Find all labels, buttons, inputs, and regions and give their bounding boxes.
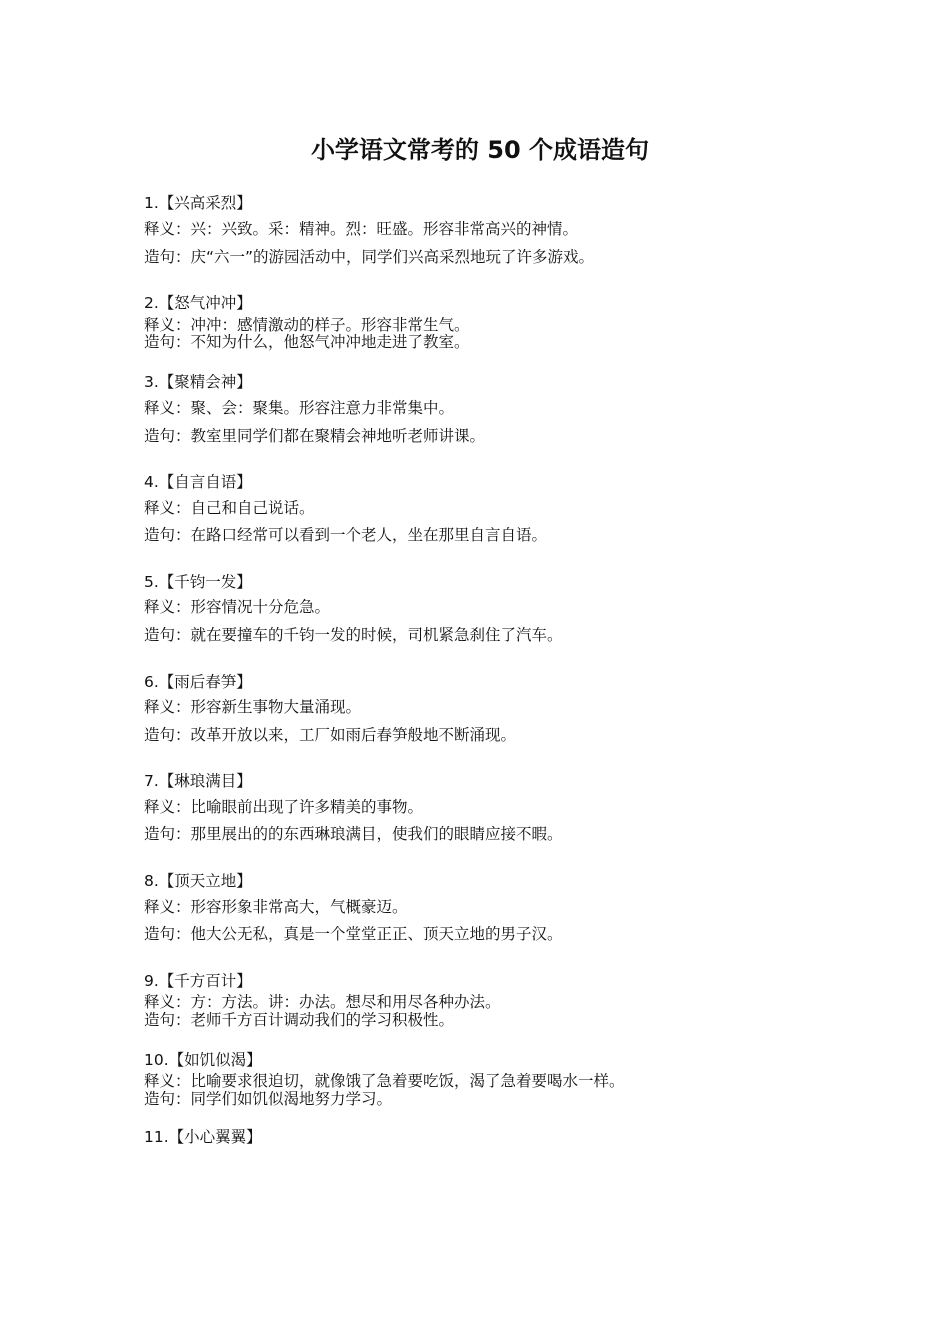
idiom-example: 造句：在路口经常可以看到一个老人，坐在那里自言自语。 — [144, 526, 548, 544]
idiom-example: 造句：改革开放以来，工厂如雨后春笋般地不断涌现。 — [144, 726, 517, 744]
idiom-heading: 2.【怒气冲冲】 — [144, 294, 252, 312]
idiom-meaning: 释义：比喻眼前出现了许多精美的事物。 — [144, 798, 424, 816]
page-title: 小学语文常考的 50 个成语造句 — [310, 136, 650, 164]
idiom-example: 造句：那里展出的的东西琳琅满目，使我们的眼睛应接不暇。 — [144, 825, 563, 843]
idiom-heading: 8.【顶天立地】 — [144, 872, 252, 890]
idiom-heading: 9.【千方百计】 — [144, 972, 252, 990]
idiom-heading: 3.【聚精会神】 — [144, 373, 252, 391]
idiom-example: 造句：同学们如饥似渴地努力学习。 — [144, 1090, 393, 1108]
idiom-heading: 1.【兴高采烈】 — [144, 194, 252, 212]
idiom-meaning: 释义：形容形象非常高大，气概豪迈。 — [144, 898, 408, 916]
idiom-heading: 10.【如饥似渴】 — [144, 1051, 262, 1069]
idiom-example: 造句：教室里同学们都在聚精会神地听老师讲课。 — [144, 427, 486, 445]
idiom-heading: 11.【小心翼翼】 — [144, 1128, 262, 1146]
idiom-example: 造句：不知为什么，他怒气冲冲地走进了教室。 — [144, 333, 470, 351]
idiom-example: 造句：老师千方百计调动我们的学习积极性。 — [144, 1011, 455, 1029]
idiom-meaning: 释义：自己和自己说话。 — [144, 499, 315, 517]
idiom-heading: 5.【千钧一发】 — [144, 573, 252, 591]
idiom-meaning: 释义：形容新生事物大量涌现。 — [144, 698, 362, 716]
idiom-example: 造句：就在要撞车的千钧一发的时候，司机紧急刹住了汽车。 — [144, 626, 563, 644]
idiom-meaning: 释义：形容情况十分危急。 — [144, 598, 331, 616]
idiom-heading: 6.【雨后春笋】 — [144, 673, 252, 691]
idiom-meaning: 释义：冲冲：感情激动的样子。形容非常生气。 — [144, 316, 470, 334]
idiom-heading: 4.【自言自语】 — [144, 473, 252, 491]
idiom-heading: 7.【琳琅满目】 — [144, 772, 252, 790]
idiom-meaning: 释义：聚、会：聚集。形容注意力非常集中。 — [144, 399, 455, 417]
idiom-example: 造句：庆“六一”的游园活动中，同学们兴高采烈地玩了许多游戏。 — [144, 248, 595, 266]
idiom-example: 造句：他大公无私，真是一个堂堂正正、顶天立地的男子汉。 — [144, 925, 563, 943]
idiom-meaning: 释义：兴：兴致。采：精神。烈：旺盛。形容非常高兴的神情。 — [144, 220, 579, 238]
idiom-meaning: 释义：方：方法。讲：办法。想尽和用尽各种办法。 — [144, 993, 501, 1011]
idiom-meaning: 释义：比喻要求很迫切，就像饿了急着要吃饭，渴了急着要喝水一样。 — [144, 1072, 625, 1090]
